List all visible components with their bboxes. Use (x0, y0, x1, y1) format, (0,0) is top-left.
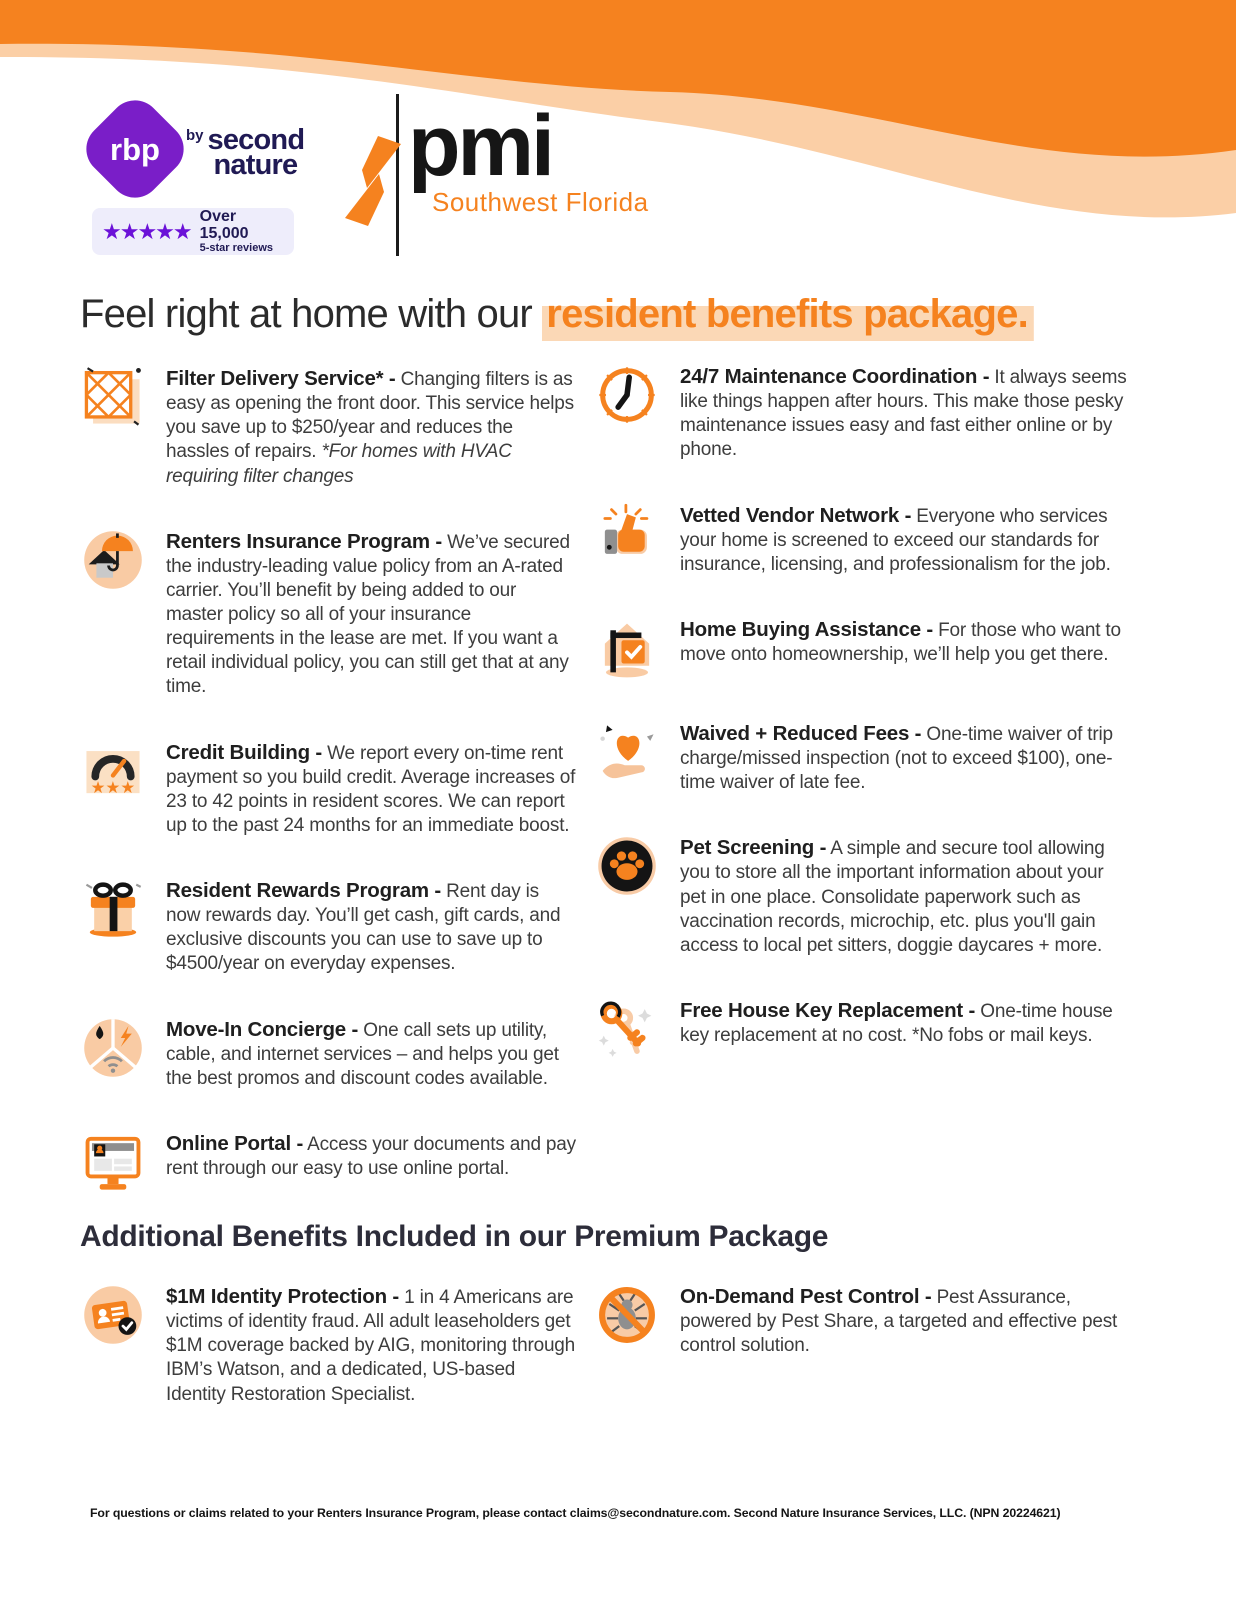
heart-in-hand-icon (596, 721, 658, 785)
brand-line2: nature (213, 148, 298, 181)
benefit-text (166, 878, 576, 977)
benefit-key-replacement (596, 998, 1130, 1062)
benefit-text (680, 617, 1130, 681)
benefit-desc: 1 in 4 Americans are victims of identity fraud. All adult leaseholders get $1M coverage backed by AIG, monitoring through IBM’s Watson, and a dedicated, US-based Identity Restoration Specialist. (166, 1287, 576, 1405)
pmi-flash-icon (344, 136, 402, 226)
benefit-note: *For homes with HVAC requiring filter changes (166, 441, 512, 487)
rbp-badge-icon (78, 98, 196, 204)
benefit-title: Free House Key Replacement - (680, 998, 976, 1022)
keys-icon (596, 998, 658, 1062)
benefit-title: Credit Building - (166, 740, 323, 764)
benefit-credit-building (82, 740, 576, 839)
benefit-text (166, 740, 576, 839)
benefit-maintenance (596, 364, 1130, 463)
benefit-title: $1M Identity Protection - (166, 1285, 400, 1308)
benefit-resident-rewards (82, 878, 576, 977)
premium-section-heading: Additional Benefits Included in our Premium Package (80, 1220, 829, 1253)
move-in-services-icon (82, 1017, 144, 1081)
benefit-filter-delivery (82, 366, 576, 489)
by-label: by (186, 127, 204, 144)
benefit-text (680, 1284, 1130, 1358)
benefit-online-portal (82, 1131, 576, 1195)
benefit-pest-control (596, 1284, 1130, 1358)
gift-icon (82, 878, 144, 942)
pmi-wordmark: pmi (408, 98, 552, 194)
rbp-logo (78, 98, 196, 209)
benefit-desc: Rent day is now rewards day. You’ll get cash, gift cards, and exclusive discounts you can use to save up to $4500/year on everyday expenses. (166, 881, 561, 975)
benefit-title: On-Demand Pest Control - (680, 1285, 932, 1308)
benefit-title: Online Portal - (166, 1131, 304, 1155)
benefit-identity-protection (82, 1284, 576, 1407)
clock-24-7-icon (596, 364, 658, 428)
benefit-text (680, 835, 1130, 958)
benefit-text (680, 503, 1130, 577)
benefit-home-buying (596, 617, 1130, 681)
filter-icon (82, 366, 144, 430)
benefit-desc: For those who want to move onto homeownership, we’ll help you get there. (680, 619, 1121, 665)
benefit-desc: One call sets up utility, cable, and internet services – and helps you get the best promos and discount codes available. (166, 1019, 559, 1089)
page-title-highlight: resident benefits package. (542, 292, 1034, 341)
benefit-title: Renters Insurance Program - (166, 529, 442, 553)
benefit-desc: It always seems like things happen after hours. This make those pesky maintenance issues easy and fast either online or by phone. (680, 367, 1127, 461)
benefit-waived-fees (596, 721, 1130, 795)
benefit-title: Filter Delivery Service* - (166, 367, 396, 390)
benefit-title: Pet Screening - (680, 836, 827, 860)
benefit-renters-insurance (82, 529, 576, 700)
benefit-desc: We’ve secured the industry-leading value policy from an A-rated carrier. You’ll benefit by being added to our master policy so all of your insurance requirements in the lease are met. If you want a retail individual policy, you can still get that at any time. (166, 531, 570, 698)
svg-text:rbp: rbp (110, 132, 160, 167)
benefit-desc: Everyone who services your home is screened to exceed our standards for insurance, licensing, and professionalism for the job. (680, 505, 1111, 575)
benefit-text (680, 364, 1130, 463)
benefit-title: Waived + Reduced Fees - (680, 721, 922, 745)
svg-text:★★★: ★★★ (90, 777, 136, 797)
pmi-logo (344, 98, 649, 226)
reviews-badge (92, 208, 294, 255)
benefit-desc: A simple and secure tool allowing you to store all the important information about your pet in one place. Consolidate paperwork such as vaccination records, microchip, etc. plus you'll gain access to local pet sitters, doggie daycares + more. (680, 838, 1105, 956)
benefit-desc: Access your documents and pay rent through our easy to use online portal. (166, 1133, 576, 1179)
benefit-text (166, 1131, 576, 1195)
pmi-region-label: Southwest Florida (432, 187, 649, 218)
thumbs-up-icon (596, 503, 658, 567)
benefit-text (680, 998, 1130, 1062)
benefit-text (166, 1284, 576, 1407)
premium-column-left (82, 1284, 576, 1447)
credit-gauge-icon (82, 740, 144, 804)
benefit-desc: We report every on-time rent payment so you build credit. Average increases of 23 to 42 points in resident scores. We can report up to the past 24 months for an immediate boost. (166, 742, 576, 836)
benefit-title: 24/7 Maintenance Coordination - (680, 365, 990, 388)
benefits-column-left (82, 366, 576, 1235)
benefit-text (166, 529, 576, 700)
benefit-desc: One-time house key replacement at no cost. *No fobs or mail keys. (680, 1000, 1113, 1046)
id-card-check-icon (82, 1284, 144, 1348)
brand-line1: second (207, 124, 305, 156)
benefit-text (166, 1017, 576, 1091)
page-title-prefix: Feel right at home with our (80, 292, 532, 336)
benefit-desc: Pest Assurance, powered by Pest Share, a targeted and effective pest control solution. (680, 1287, 1118, 1357)
benefit-text (166, 366, 576, 489)
footer-disclaimer: For questions or claims related to your Renters Insurance Program, please contact claims@secondnature.com. Second Nature Insurance Services, LLC. (NPN 20224621) (90, 1506, 1061, 1520)
benefit-desc: Changing filters is as easy as opening the front door. This service helps you save up to $250/year and reduces the hassles of repairs. (166, 369, 574, 463)
benefit-vendor-network (596, 503, 1130, 577)
reviews-count: Over 15,000 (199, 207, 249, 242)
umbrella-house-icon (82, 529, 144, 593)
benefit-pet-screening (596, 835, 1130, 958)
benefit-move-in-concierge (82, 1017, 576, 1091)
paw-icon (596, 835, 658, 899)
reviews-subtitle: 5-star reviews (199, 241, 274, 254)
no-pests-icon (596, 1284, 658, 1348)
premium-column-right (596, 1284, 1130, 1398)
benefit-desc: One-time waiver of trip charge/missed inspection (not to exceed $100), one-time waiver of late fee. (680, 723, 1113, 794)
benefit-title: Vetted Vendor Network - (680, 503, 912, 527)
benefit-title: Resident Rewards Program - (166, 879, 442, 902)
second-nature-wordmark (186, 124, 305, 181)
benefit-title: Move-In Concierge - (166, 1017, 359, 1041)
page-title (80, 292, 1034, 337)
benefit-title: Home Buying Assistance - (680, 617, 934, 641)
online-portal-icon (82, 1131, 144, 1195)
benefit-text (680, 721, 1130, 795)
benefits-column-right (596, 364, 1130, 1102)
five-stars-icon: ★★★★★ (102, 218, 191, 244)
house-sign-icon (596, 617, 658, 681)
